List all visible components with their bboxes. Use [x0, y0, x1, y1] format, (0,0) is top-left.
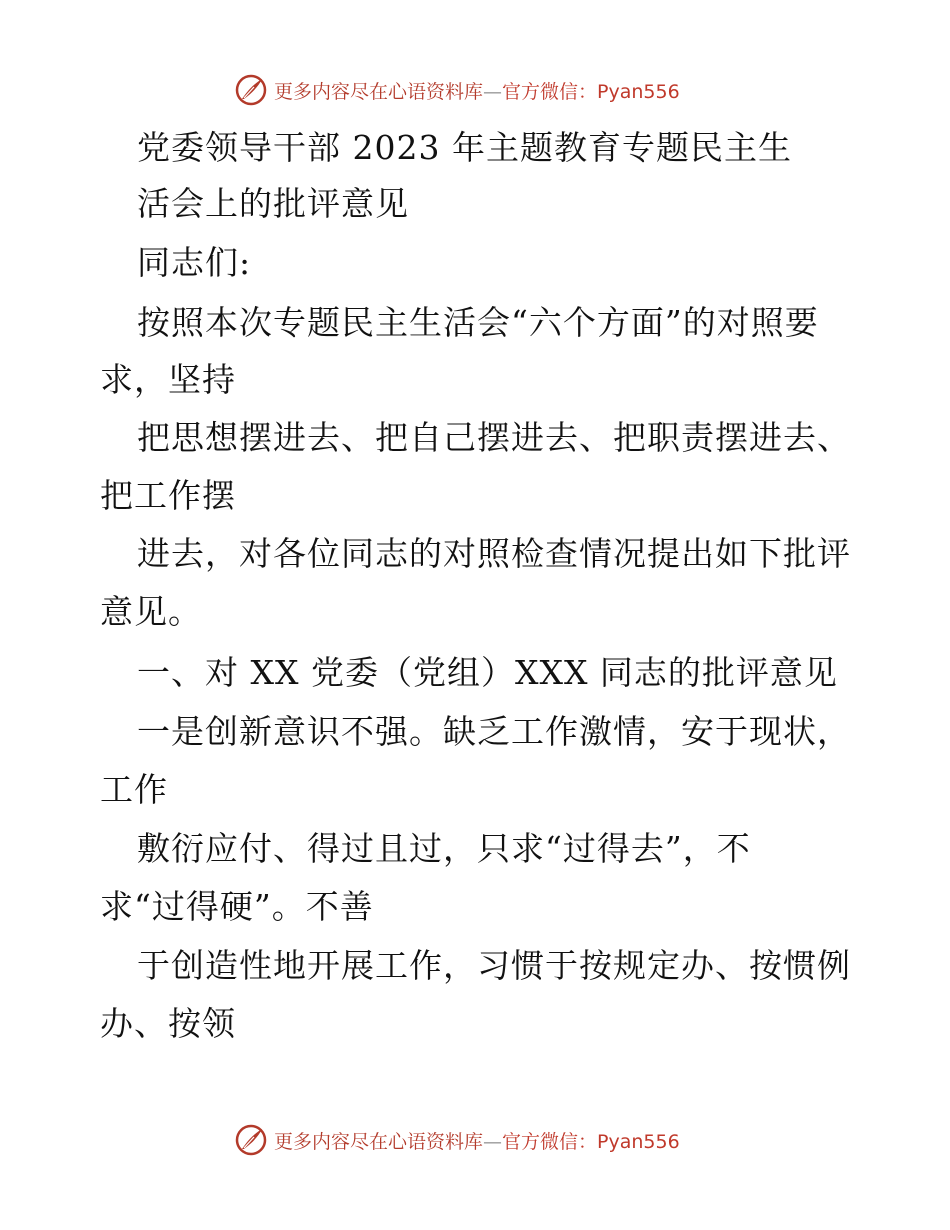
paragraph-3-line-2: 意见。: [100, 592, 202, 631]
footer-banner: [234, 1120, 680, 1160]
banner-site-text: 更多内容尽在心语资料库: [274, 1130, 484, 1153]
paragraph-6-line-2: 办、按领: [100, 1004, 236, 1043]
greeting: 同志们:: [137, 243, 252, 282]
banner-contact-text: 官方微信：Pyan556: [502, 1130, 680, 1153]
paragraph-6-line-1: 于创造性地开展工作，习惯于按规定办、按惯例: [137, 946, 851, 985]
document-title-line-1: 党委领导干部 2023 年主题教育专题民主生: [137, 128, 792, 167]
paragraph-2-line-1: 把思想摆进去、把自己摆进去、把职责摆进去、: [137, 418, 851, 457]
paragraph-5-line-2: 求“过得硬”。不善: [100, 887, 374, 926]
document-title-line-2: 活会上的批评意见: [137, 184, 409, 223]
banner-contact-text: 官方微信：Pyan556: [502, 80, 680, 103]
header-banner: [234, 70, 680, 110]
paragraph-2-line-2: 把工作摆: [100, 476, 236, 515]
paragraph-1-line-2: 求，坚持: [100, 360, 236, 399]
banner-dash: —: [483, 1130, 503, 1153]
paragraph-4-line-2: 工作: [100, 770, 168, 809]
paragraph-3-line-1: 进去，对各位同志的对照检查情况提出如下批评: [137, 534, 851, 573]
banner-dash: —: [483, 80, 503, 103]
banner-text: [274, 1127, 680, 1154]
paragraph-1-line-1: 按照本次专题民主生活会“六个方面”的对照要: [137, 303, 819, 342]
quill-logo-icon: [234, 73, 268, 107]
section-1-heading: 一、对 XX 党委（党组）XXX 同志的批评意见: [137, 653, 838, 692]
paragraph-4-line-1: 一是创新意识不强。缺乏工作激情，安于现状，: [137, 712, 851, 751]
banner-text: [274, 77, 680, 104]
paragraph-5-line-1: 敷衍应付、得过且过，只求“过得去”，不: [137, 829, 751, 868]
banner-site-text: 更多内容尽在心语资料库: [274, 80, 484, 103]
quill-logo-icon: [234, 1123, 268, 1157]
